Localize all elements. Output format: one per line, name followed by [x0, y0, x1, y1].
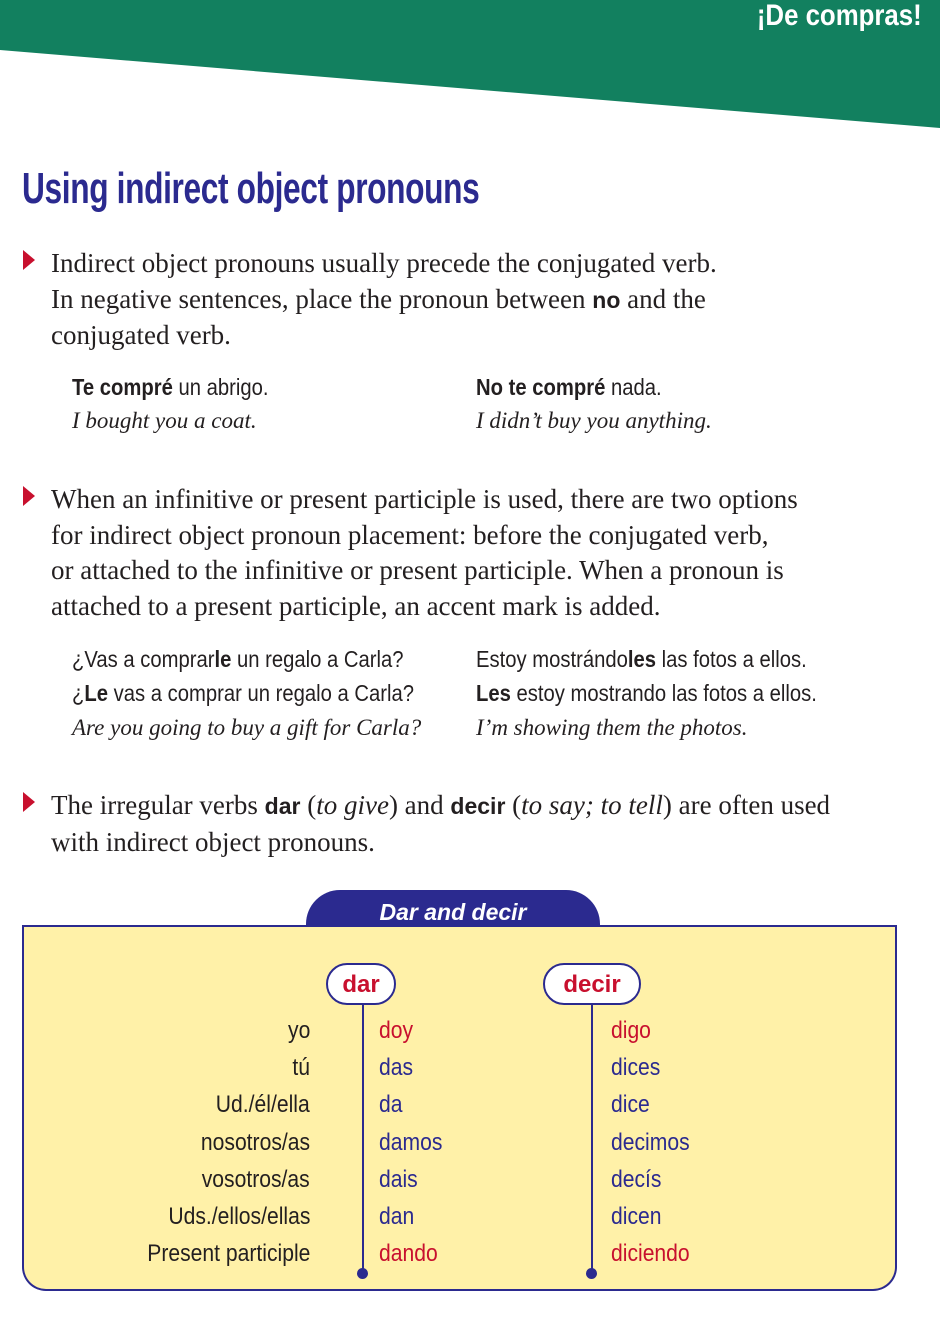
example-translation: I’m showing them the photos. [476, 715, 748, 740]
verb-header-dar: dar [326, 963, 396, 1005]
dar-form: da [379, 1091, 403, 1118]
decir-column-dot [586, 1268, 597, 1279]
decir-form: diciendo [611, 1240, 690, 1267]
dar-form: das [379, 1054, 414, 1081]
subject-pronoun: vosotros/as [202, 1166, 310, 1193]
example-sentence: ¿Le vas a comprar un regalo a Carla? [72, 680, 415, 706]
decir-form: decís [611, 1166, 662, 1193]
example-sentence: Les estoy mostrando las fotos a ellos. [476, 680, 817, 706]
table-title-tab: Dar and decir [306, 890, 600, 930]
subject-pronoun: Present participle [146, 1240, 310, 1267]
dar-form: dais [379, 1166, 418, 1193]
example-translation: I bought you a coat. [72, 408, 257, 433]
subject-pronoun: tú [292, 1054, 310, 1081]
subject-pronoun: nosotros/as [200, 1129, 310, 1156]
page-title: Using indirect object pronouns [22, 164, 480, 213]
subject-pronoun: Ud./él/ella [216, 1091, 310, 1118]
paragraph-3: The irregular verbs dar (to give) and decir (to say; to tell) are often used with indirect object pronouns. [51, 790, 831, 857]
dar-form: dando [379, 1240, 438, 1267]
example-sentence: Te compré un abrigo. [72, 374, 269, 400]
decir-form: decimos [611, 1129, 690, 1156]
decir-column-line [591, 1004, 593, 1274]
subject-pronoun: Uds./ellos/ellas [167, 1203, 310, 1230]
subject-pronoun: yo [287, 1017, 310, 1044]
example-sentence: ¿Vas a comprarle un regalo a Carla? [72, 646, 404, 672]
example-translation: Are you going to buy a gift for Carla? [72, 715, 422, 740]
example-translation: I didn’t buy you anything. [476, 408, 712, 433]
dar-form: doy [379, 1017, 414, 1044]
bullet-icon [23, 486, 35, 506]
dar-form: damos [379, 1129, 443, 1156]
decir-form: dice [611, 1091, 650, 1118]
conjugation-table [22, 926, 897, 1291]
paragraph-1: Indirect object pronouns usually precede the conjugated verb. In negative sentences, place the pronoun between no and the conjugated verb. [51, 248, 717, 350]
dar-column-dot [357, 1268, 368, 1279]
paragraph-2: When an infinitive or present participle is used, there are two options for indirect object pronoun placement: before the conjugated verb, or attached to the infinitive or present participle. When a pronoun is attached to a present participle, an accent mark is added. [51, 484, 798, 621]
decir-form: digo [611, 1017, 651, 1044]
verb-header-decir: decir [543, 963, 641, 1005]
bullet-icon [23, 250, 35, 270]
bullet-icon [23, 792, 35, 812]
dar-form: dan [379, 1203, 415, 1230]
table-divider [22, 925, 897, 927]
example-sentence: Estoy mostrándoles las fotos a ellos. [476, 646, 807, 672]
example-sentence: No te compré nada. [476, 374, 662, 400]
chapter-title: ¡De compras! [757, 0, 922, 32]
decir-form: dices [611, 1054, 661, 1081]
decir-form: dicen [611, 1203, 662, 1230]
dar-column-line [362, 1004, 364, 1274]
